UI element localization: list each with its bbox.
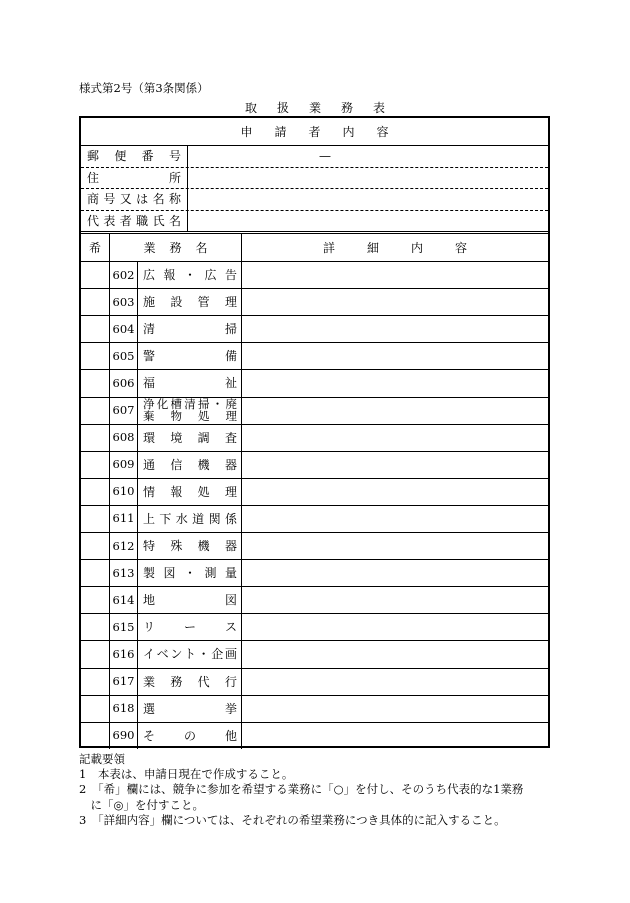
- ki-mark-cell[interactable]: [81, 424, 109, 451]
- business-form-table: [79, 116, 550, 748]
- ki-mark-cell[interactable]: [81, 668, 109, 695]
- ki-mark-cell[interactable]: [81, 559, 109, 586]
- business-code: 606: [112, 375, 135, 390]
- applicant-field-label: 代 表 者 職 氏 名: [87, 213, 181, 228]
- business-name: 業 務 代 行: [143, 674, 237, 689]
- divider: [137, 261, 138, 749]
- business-code: 609: [112, 457, 135, 472]
- business-code: 617: [112, 674, 135, 689]
- detail-input-cell[interactable]: [242, 722, 548, 749]
- business-name: 製 図 ・ 測 量: [143, 566, 237, 581]
- business-name: 情 報 処 理: [143, 484, 237, 499]
- ki-mark-cell[interactable]: [81, 342, 109, 369]
- detail-input-cell[interactable]: [242, 478, 548, 505]
- detail-input-cell[interactable]: [242, 315, 548, 342]
- ki-mark-cell[interactable]: [81, 397, 109, 424]
- business-name-line: 浄 化 槽 清 掃 ・ 廃: [143, 397, 237, 412]
- form-number-label: 様式第2号（第3条関係）: [79, 81, 209, 95]
- instructions: [79, 752, 559, 828]
- ki-mark-cell[interactable]: [81, 288, 109, 315]
- ki-mark-cell[interactable]: [81, 369, 109, 396]
- ki-mark-cell[interactable]: [81, 532, 109, 559]
- instructions-heading: 記載要領: [79, 752, 125, 766]
- business-code: 607: [112, 403, 135, 418]
- instruction-item: 2 「希」欄には、競争に参加を希望する業務に「○」を付し、そのうち代表的な1業務: [79, 782, 524, 797]
- business-name: 福 祉: [143, 376, 237, 391]
- detail-input-cell[interactable]: [242, 369, 548, 396]
- ki-mark-cell[interactable]: [81, 613, 109, 640]
- detail-input-cell[interactable]: [242, 288, 548, 315]
- business-name: リ ー ス: [143, 620, 237, 635]
- applicant-field-label: 商 号 又 は 名 称: [87, 192, 181, 207]
- business-name: [143, 397, 237, 424]
- business-name: 広 報 ・ 広 告: [143, 268, 237, 283]
- ki-mark-cell[interactable]: [81, 478, 109, 505]
- business-name: イ ベ ン ト ・ 企 画: [143, 647, 237, 662]
- detail-input-cell[interactable]: [242, 668, 548, 695]
- business-name-line: 棄 物 処 理: [143, 409, 237, 424]
- divider: [187, 145, 188, 231]
- business-name: 施 設 管 理: [143, 295, 237, 310]
- business-code: 618: [112, 701, 135, 716]
- ki-mark-cell[interactable]: [81, 451, 109, 478]
- applicant-field-label: 郵 便 番 号: [87, 149, 181, 164]
- applicant-field-input[interactable]: [249, 188, 539, 210]
- ki-mark-cell[interactable]: [81, 586, 109, 613]
- divider: [109, 233, 110, 749]
- applicant-field-input[interactable]: —: [319, 148, 331, 163]
- business-code: 614: [112, 592, 135, 607]
- detail-input-cell[interactable]: [242, 451, 548, 478]
- business-name: 通 信 機 器: [143, 457, 237, 472]
- detail-input-cell[interactable]: [242, 342, 548, 369]
- ki-column-header: 希: [88, 241, 101, 255]
- ki-mark-cell[interactable]: [81, 505, 109, 532]
- divider: [241, 233, 242, 749]
- divider: [81, 231, 548, 232]
- instruction-item: 3 「詳細内容」欄については、それぞれの希望業務につき具体的に記入すること。: [79, 812, 506, 827]
- business-code: 608: [112, 430, 135, 445]
- detail-input-cell[interactable]: [242, 505, 548, 532]
- business-code: 602: [112, 267, 135, 282]
- business-code: 613: [112, 565, 135, 580]
- business-code: 610: [112, 484, 135, 499]
- ki-mark-cell[interactable]: [81, 315, 109, 342]
- detail-input-cell[interactable]: [242, 613, 548, 640]
- detail-input-cell[interactable]: [242, 695, 548, 722]
- applicant-field-input[interactable]: [249, 167, 539, 189]
- applicant-field-label: 住 所: [87, 170, 181, 185]
- business-name: 地 図: [143, 593, 237, 608]
- business-code: 690: [112, 728, 135, 743]
- detail-input-cell[interactable]: [242, 397, 548, 424]
- page-title: 取扱業務表: [244, 101, 405, 115]
- business-code: 612: [112, 538, 135, 553]
- detail-input-cell[interactable]: [242, 640, 548, 667]
- ki-mark-cell[interactable]: [81, 695, 109, 722]
- applicant-field-input[interactable]: [249, 210, 539, 232]
- ki-mark-cell[interactable]: [81, 640, 109, 667]
- business-name: そ の 他: [143, 728, 237, 743]
- business-code: 616: [112, 646, 135, 661]
- business-name: 清 掃: [143, 322, 237, 337]
- business-code: 603: [112, 294, 135, 309]
- business-name: 環 境 調 査: [143, 430, 237, 445]
- detail-input-cell[interactable]: [242, 559, 548, 586]
- business-name: 選 挙: [143, 701, 237, 716]
- ki-mark-cell[interactable]: [81, 261, 109, 288]
- detail-input-cell[interactable]: [242, 532, 548, 559]
- applicant-section-header: 申請者内容: [240, 125, 411, 139]
- detail-input-cell[interactable]: [242, 586, 548, 613]
- business-code: 605: [112, 348, 135, 363]
- business-name: 特 殊 機 器: [143, 539, 237, 554]
- detail-input-cell[interactable]: [242, 424, 548, 451]
- business-name: 警 備: [143, 349, 237, 364]
- instruction-item: に「◎」を付すこと。: [79, 797, 205, 812]
- business-code: 615: [112, 619, 135, 634]
- business-name: 上 下 水 道 関 係: [143, 511, 237, 526]
- business-code: 604: [112, 321, 135, 336]
- business-name-column-header: 業務名: [143, 241, 222, 255]
- business-code: 611: [112, 511, 135, 526]
- ki-mark-cell[interactable]: [81, 722, 109, 749]
- instruction-item: 1 本表は、申請日現在で作成すること。: [79, 767, 294, 782]
- detail-column-header: 詳細内容: [322, 241, 499, 255]
- detail-input-cell[interactable]: [242, 261, 548, 288]
